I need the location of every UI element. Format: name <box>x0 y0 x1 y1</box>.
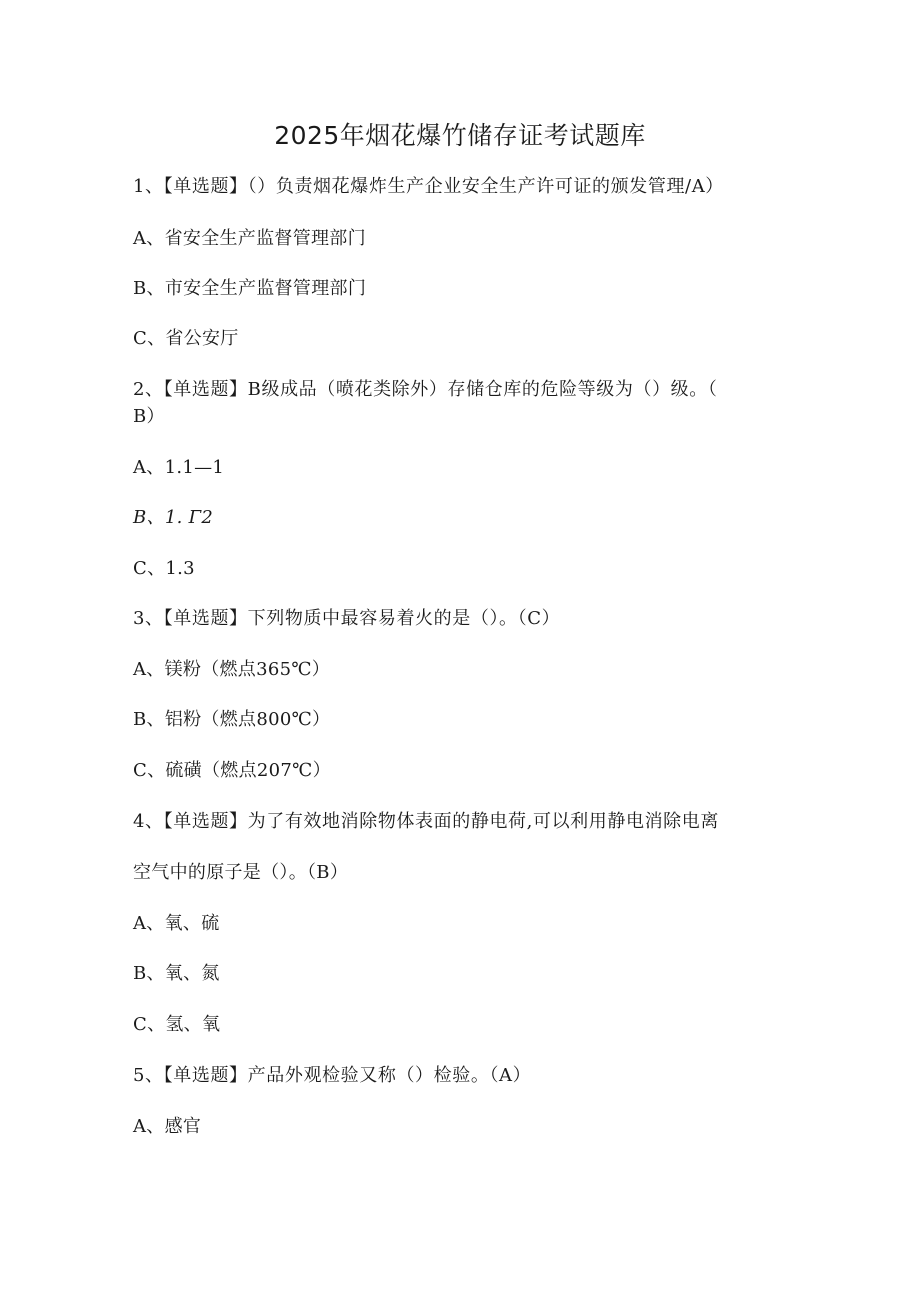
question-3-text: 3、【单选题】下列物质中最容易着火的是（）。（C） <box>133 608 561 629</box>
question-1-option-b: B、市安全生产监督管理部门 <box>133 278 367 299</box>
question-2-text-cont: B） <box>133 406 165 427</box>
question-3-option-c: C、硫磺（燃点207℃） <box>133 760 331 781</box>
question-4-text-cont: 空气中的原子是（）。（B） <box>133 862 349 883</box>
question-5-text: 5、【单选题】产品外观检验又称（）检验。（A） <box>133 1065 532 1086</box>
question-4-option-b: B、氧、氮 <box>133 963 220 984</box>
question-1-text: 1、【单选题】（）负责烟花爆炸生产企业安全生产许可证的颁发管理/A） <box>133 176 724 197</box>
question-2-option-a: A、1.1—1 <box>133 457 225 478</box>
question-2-text: 2、【单选题】B级成品（喷花类除外）存储仓库的危险等级为（）级。（ <box>133 379 718 400</box>
question-4-text: 4、【单选题】为了有效地消除物体表面的静电荷,可以利用静电消除电离 <box>133 811 719 832</box>
question-2-option-b: B、1. Γ2 <box>133 507 214 528</box>
question-2-option-c: C、1.3 <box>133 558 195 579</box>
question-3-option-b: B、铝粉（燃点800℃） <box>133 709 331 730</box>
question-5-option-a: A、感官 <box>133 1116 202 1137</box>
question-4-option-a: A、氧、硫 <box>133 913 220 934</box>
question-1-option-c: C、省公安厅 <box>133 328 239 349</box>
question-1-option-a: A、省安全生产监督管理部门 <box>133 228 366 249</box>
question-4-option-c: C、氢、氧 <box>133 1014 221 1035</box>
question-3-option-a: A、镁粉（燃点365℃） <box>133 659 331 680</box>
page-title: 2025年烟花爆竹储存证考试题库 <box>274 121 646 150</box>
